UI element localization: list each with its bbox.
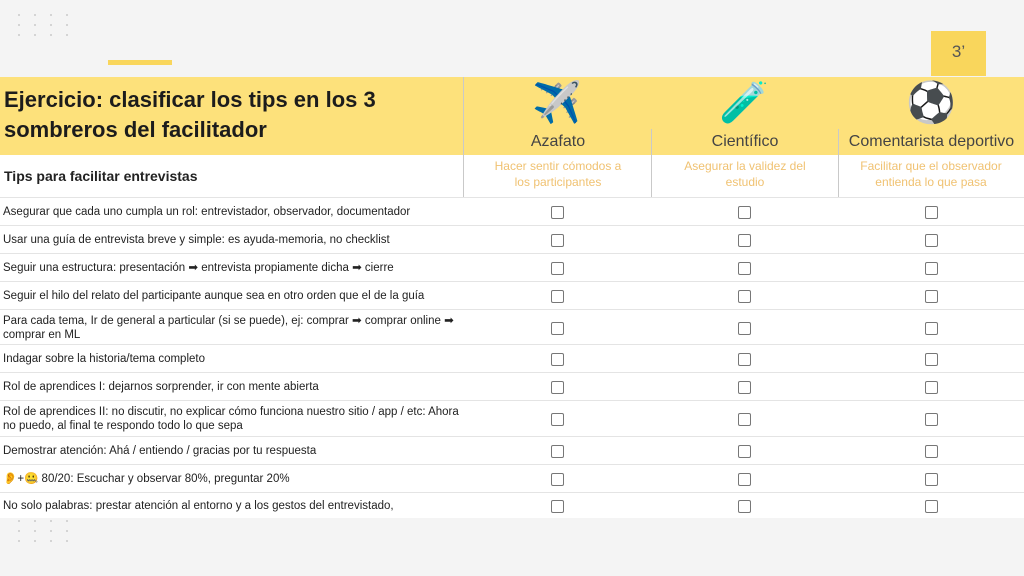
checkbox-azafato[interactable]: [551, 234, 564, 247]
table-row: [0, 464, 1024, 493]
checkbox-cientifico[interactable]: [738, 206, 751, 219]
checkbox-azafato[interactable]: [551, 322, 564, 335]
checkbox-cientifico[interactable]: [738, 234, 751, 247]
table-row: [0, 281, 1024, 310]
decorative-dot-grid-top: [18, 14, 82, 36]
checkbox-azafato[interactable]: [551, 353, 564, 366]
timer-badge: 3’: [931, 31, 986, 76]
table-row: [0, 253, 1024, 282]
checkbox-azafato[interactable]: [551, 381, 564, 394]
checkbox-comentarista[interactable]: [925, 445, 938, 458]
decorative-dot-grid-bottom: [18, 520, 82, 542]
checkbox-cientifico[interactable]: [738, 500, 751, 513]
table-row: [0, 309, 1024, 345]
tip-text: Usar una guía de entrevista breve y simple: es ayuda-memoria, no checklist: [3, 234, 390, 246]
checkbox-comentarista[interactable]: [925, 206, 938, 219]
checkbox-azafato[interactable]: [551, 473, 564, 486]
table-row: [0, 344, 1024, 373]
tip-text: Asegurar que cada uno cumpla un rol: entrevistador, observador, documentador: [3, 206, 411, 218]
checkbox-comentarista[interactable]: [925, 290, 938, 303]
accent-line: [108, 60, 172, 65]
tip-text: Indagar sobre la historia/tema completo: [3, 353, 205, 365]
checkbox-azafato[interactable]: [551, 262, 564, 275]
checkbox-comentarista[interactable]: [925, 413, 938, 426]
table-row: [0, 492, 1024, 519]
column-subtitle-cientifico: Asegurar la validez del estudio: [684, 159, 806, 189]
checkbox-azafato[interactable]: [551, 413, 564, 426]
table-row: [0, 436, 1024, 465]
tip-text: Rol de aprendices II: no discutir, no explicar cómo funciona nuestro sitio / app / etc: Ahora no puedo, al final te respondo todo lo que sepa: [3, 406, 459, 432]
checkbox-comentarista[interactable]: [925, 322, 938, 335]
exercise-title: Ejercicio: clasificar los tips en los 3 sombreros del facilitador: [4, 87, 376, 142]
checkbox-cientifico[interactable]: [738, 445, 751, 458]
checkbox-cientifico[interactable]: [738, 262, 751, 275]
tip-text: Seguir el hilo del relato del participante aunque sea en otro orden que el de la guía: [3, 290, 425, 302]
tips-heading: Tips para facilitar entrevistas: [4, 168, 198, 184]
column-subtitle-comentarista: Facilitar que el observador entienda lo que pasa: [860, 159, 1002, 189]
checkbox-comentarista[interactable]: [925, 353, 938, 366]
exercise-table: [0, 77, 1024, 518]
column-subtitle-azafato: Hacer sentir cómodos a los participantes: [494, 159, 622, 189]
checkbox-azafato[interactable]: [551, 445, 564, 458]
table-row: [0, 372, 1024, 401]
checkbox-azafato[interactable]: [551, 206, 564, 219]
checkbox-azafato[interactable]: [551, 290, 564, 303]
checkbox-cientifico[interactable]: [738, 381, 751, 394]
checkbox-cientifico[interactable]: [738, 290, 751, 303]
checkbox-cientifico[interactable]: [738, 322, 751, 335]
airplane-icon: ✈️: [532, 81, 582, 125]
tip-text: Demostrar atención: Ahá / entiendo / gracias por tu respuesta: [3, 445, 317, 457]
test-tube-icon: 🧪: [719, 81, 769, 125]
checkbox-cientifico[interactable]: [738, 353, 751, 366]
tip-text: Para cada tema, Ir de general a particular (si se puede), ej: comprar ➡ comprar online ➡ comprar en ML: [3, 314, 454, 341]
tip-text: No solo palabras: prestar atención al entorno y a los gestos del entrevistado,: [3, 500, 394, 512]
column-name-comentarista: Comentarista deportivo: [848, 133, 1015, 150]
tip-text: 👂+🤐 80/20: Escuchar y observar 80%, preguntar 20%: [3, 473, 290, 485]
checkbox-comentarista[interactable]: [925, 500, 938, 513]
checkbox-cientifico[interactable]: [738, 413, 751, 426]
table-row: [0, 225, 1024, 254]
checkbox-comentarista[interactable]: [925, 381, 938, 394]
checkbox-comentarista[interactable]: [925, 473, 938, 486]
table-row: [0, 197, 1024, 226]
checkbox-comentarista[interactable]: [925, 234, 938, 247]
column-divider: [463, 77, 464, 197]
checkbox-comentarista[interactable]: [925, 262, 938, 275]
soccer-ball-icon: ⚽: [906, 81, 956, 125]
column-name-cientifico: Científico: [711, 133, 779, 150]
checkbox-cientifico[interactable]: [738, 473, 751, 486]
column-name-azafato: Azafato: [530, 133, 586, 150]
table-row: [0, 400, 1024, 437]
tip-text: Rol de aprendices I: dejarnos sorprender, ir con mente abierta: [3, 381, 319, 393]
checkbox-azafato[interactable]: [551, 500, 564, 513]
tip-text: Seguir una estructura: presentación ➡ entrevista propiamente dicha ➡ cierre: [3, 262, 394, 274]
